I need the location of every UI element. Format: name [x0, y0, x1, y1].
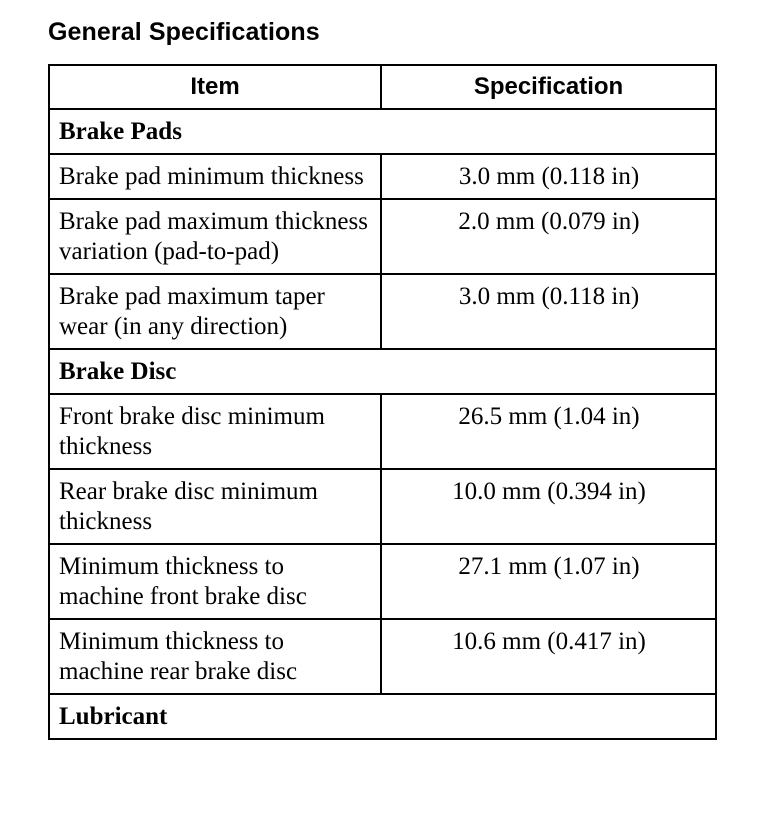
spec-cell: 10.0 mm (0.394 in) — [381, 469, 716, 544]
table-row — [49, 619, 716, 694]
table-row — [49, 154, 716, 199]
column-header-specification: Specification — [381, 65, 716, 109]
spec-cell: 3.0 mm (0.118 in) — [381, 274, 716, 349]
spec-cell: 10.6 mm (0.417 in) — [381, 619, 716, 694]
section-heading: Lubricant — [49, 694, 716, 739]
spec-cell: 26.5 mm (1.04 in) — [381, 394, 716, 469]
spec-cell: 27.1 mm (1.07 in) — [381, 544, 716, 619]
table-row — [49, 199, 716, 274]
table-row — [49, 544, 716, 619]
spec-cell: 3.0 mm (0.118 in) — [381, 154, 716, 199]
item-cell: Brake pad maximum taper wear (in any direction) — [49, 274, 381, 349]
column-header-item: Item — [49, 65, 381, 109]
section-heading: Brake Disc — [49, 349, 716, 394]
section-row-brake-pads — [49, 109, 716, 154]
section-row-lubricant — [49, 694, 716, 739]
section-heading: Brake Pads — [49, 109, 716, 154]
item-cell: Minimum thickness to machine rear brake disc — [49, 619, 381, 694]
table-row — [49, 469, 716, 544]
item-cell: Rear brake disc minimum thickness — [49, 469, 381, 544]
item-cell: Brake pad maximum thickness variation (pad-to-pad) — [49, 199, 381, 274]
page-title: General Specifications — [48, 18, 320, 46]
specifications-table — [48, 64, 717, 740]
section-row-brake-disc — [49, 349, 716, 394]
table-row — [49, 394, 716, 469]
item-cell: Front brake disc minimum thickness — [49, 394, 381, 469]
item-cell: Minimum thickness to machine front brake disc — [49, 544, 381, 619]
item-cell: Brake pad minimum thickness — [49, 154, 381, 199]
table-header-row — [49, 65, 716, 109]
spec-cell: 2.0 mm (0.079 in) — [381, 199, 716, 274]
table-row — [49, 274, 716, 349]
